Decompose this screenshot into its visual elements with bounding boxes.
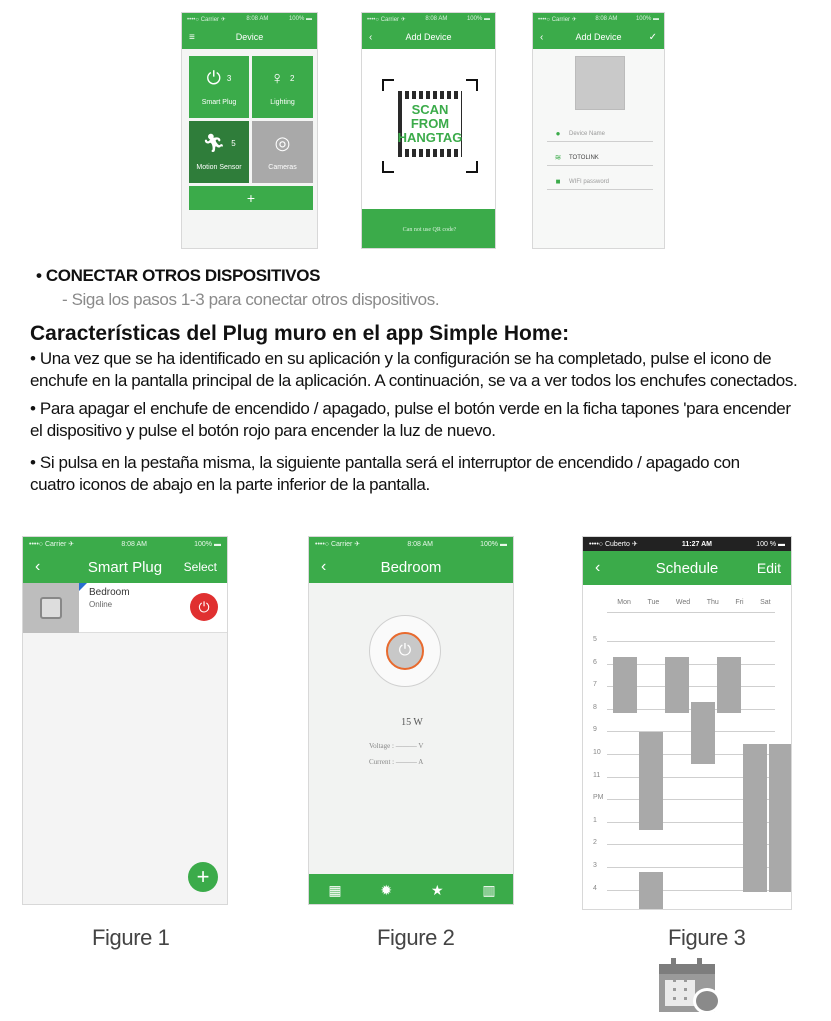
device-row-bedroom[interactable] [23, 583, 228, 633]
schedule-block[interactable] [691, 702, 715, 764]
screen-title: Add Device [405, 32, 452, 42]
title-bar [583, 551, 791, 585]
schedule-block[interactable] [613, 657, 637, 713]
features-line-5: • Si pulsa en la pestaña misma, la siguiente pantalla será el interruptor de encendido / apagado con [30, 453, 740, 472]
hour-label: PM [593, 794, 604, 802]
title-bar [533, 25, 664, 49]
title-bar [23, 551, 227, 583]
check-icon[interactable]: ✓ [648, 31, 657, 43]
status-bar: ••••○ Cuberto ✈ 11:27 AM 100 % ▬ [583, 537, 791, 551]
device-name: Bedroom [89, 587, 130, 598]
back-icon[interactable]: ‹ [540, 31, 544, 43]
power-toggle-button[interactable]: ⏻ [386, 632, 424, 670]
schedule-block[interactable] [639, 872, 663, 910]
figure3-schedule-screen [582, 536, 792, 910]
features-line-3: • Para apagar el enchufe de encendido / apagado, pulse el botón verde en la ficha tapones 'para encender [30, 399, 791, 418]
back-icon[interactable]: ‹ [35, 558, 41, 575]
features-line-2: enchufe en la pantalla principal de la aplicación. A continuación, se va a ver todos los enchufes conectados. [30, 371, 798, 390]
day-label: Mon [617, 599, 631, 606]
status-bar: ••••○ Carrier ✈ 8:08 AM 100% ▬ [533, 13, 664, 25]
motion-icon: 🏃︎ [202, 133, 226, 153]
edit-button[interactable]: Edit [756, 560, 781, 576]
bottom-toolbar [309, 874, 514, 905]
figure3-caption: Figure 3 [668, 925, 746, 950]
plug-icon [23, 583, 79, 633]
screen-title: Add Device [575, 32, 622, 42]
hour-gridline [607, 641, 775, 642]
hour-label: 9 [593, 726, 597, 734]
day-label: Thu [706, 599, 719, 606]
tile-cameras[interactable]: ◎ Cameras [252, 121, 313, 183]
hour-label: 2 [593, 839, 597, 847]
screen-title: Device [235, 32, 264, 42]
camera-icon: ◎ [274, 133, 291, 153]
wifi-ssid-field[interactable]: ≋ TOTOLINK [547, 150, 653, 166]
title-bar [309, 551, 513, 583]
day-label: Sat [760, 599, 771, 606]
bullet: • [36, 266, 46, 285]
schedule-block[interactable] [743, 744, 767, 892]
screen-title: Schedule [655, 559, 719, 577]
calendar-icon [659, 958, 723, 1014]
hour-label: 1 [593, 816, 597, 824]
device-name-field[interactable]: ● Device Name [547, 126, 653, 142]
schedule-block[interactable] [639, 732, 663, 830]
status-bar: ••••○ Carrier ✈ 8:08 AM 100% ▬ [309, 537, 513, 551]
back-icon[interactable]: ‹ [321, 558, 327, 575]
schedule-block[interactable] [665, 657, 689, 713]
tile-motion-sensor[interactable]: 🏃︎ 5 Motion Sensor [189, 121, 249, 183]
hour-label: 6 [593, 658, 597, 666]
calendar-icon[interactable]: ▦ [328, 881, 342, 898]
menu-icon[interactable]: ≡ [189, 31, 195, 43]
back-icon[interactable]: ‹ [595, 559, 601, 576]
day-label: Tue [647, 599, 660, 606]
figure1-smart-plug-screen [22, 536, 228, 905]
section-connect-title: • CONECTAR OTROS DISPOSITIVOS [36, 266, 321, 285]
back-icon[interactable]: ‹ [369, 31, 373, 43]
star-icon[interactable]: ★ [430, 881, 444, 898]
section-connect-sub: - Siga los pasos 1-3 para conectar otros dispositivos. [62, 290, 440, 309]
day-header [609, 599, 779, 606]
current-reading: Current : ——— A [369, 758, 424, 766]
no-qr-link[interactable]: Can not use QR code? [362, 209, 496, 249]
hour-label: 3 [593, 862, 597, 869]
screen-title: Bedroom [380, 558, 442, 576]
phone-device-screen [181, 12, 318, 249]
figure2-caption: Figure 2 [377, 925, 455, 950]
screen-title: Smart Plug [87, 558, 163, 576]
features-heading: Características del Plug muro en el app Simple Home: [30, 322, 570, 345]
day-label: Wed [675, 599, 691, 606]
features-line-6: cuatro iconos de abajo en la parte inferior de la pantalla. [30, 475, 430, 494]
bulb-icon: ♀ [270, 68, 285, 88]
power-toggle-button[interactable]: ⏻ [190, 593, 218, 621]
schedule-block[interactable] [717, 657, 741, 713]
trash-icon[interactable]: ▥ [482, 881, 496, 898]
status-bar: ••••○ Carrier ✈ 8:08 AM 100% ▬ [182, 13, 317, 25]
figure2-bedroom-screen [308, 536, 514, 905]
schedule-block[interactable] [769, 744, 791, 892]
lock-icon: ■ [555, 177, 561, 186]
add-plug-button[interactable]: + [188, 862, 218, 892]
wifi-icon: ≋ [554, 153, 562, 162]
status-bar: ••••○ Carrier ✈ 8:08 AM 100% ▬ [23, 537, 227, 551]
status-bar: ••••○ Carrier ✈ 8:08 AM 100% ▬ [362, 13, 495, 25]
hour-label: 7 [593, 681, 597, 689]
day-label: Fri [735, 599, 744, 606]
figure1-caption: Figure 1 [92, 925, 170, 950]
device-status: Online [89, 600, 113, 609]
hour-label: 10 [593, 749, 601, 756]
tile-lighting[interactable]: ♀ 2 Lighting [252, 56, 313, 118]
features-line-4: el dispositivo y pulse el botón rojo para encender la luz de nuevo. [30, 421, 496, 440]
voltage-reading: Voltage : ——— V [369, 742, 424, 750]
hour-label: 8 [593, 703, 597, 711]
device-photo-placeholder[interactable] [575, 56, 625, 110]
gear-icon[interactable]: ✹ [380, 881, 393, 898]
phone-add-device-form [532, 12, 665, 249]
wifi-password-field[interactable]: ■ WIFI password [547, 174, 653, 190]
tile-smart-plug[interactable]: ⏻ 3 Smart Plug [189, 56, 249, 118]
select-button[interactable]: Select [183, 560, 217, 574]
qr-scan-frame: SCAN FROM HANGTAG [382, 79, 478, 173]
plug-icon: ⏻ [206, 68, 221, 88]
power-reading: 15 W [401, 717, 423, 728]
hour-label: 4 [593, 884, 597, 892]
hour-label: 11 [593, 771, 601, 779]
add-device-button[interactable]: + [189, 186, 313, 210]
features-line-1: • Una vez que se ha identificado en su aplicación y la configuración se ha completado, pulse el icono de [30, 349, 772, 368]
title-bar [182, 25, 317, 49]
phone-add-device-qr [361, 12, 496, 249]
user-icon: ● [555, 129, 561, 138]
title-bar [362, 25, 495, 49]
hour-label: 5 [593, 636, 597, 643]
